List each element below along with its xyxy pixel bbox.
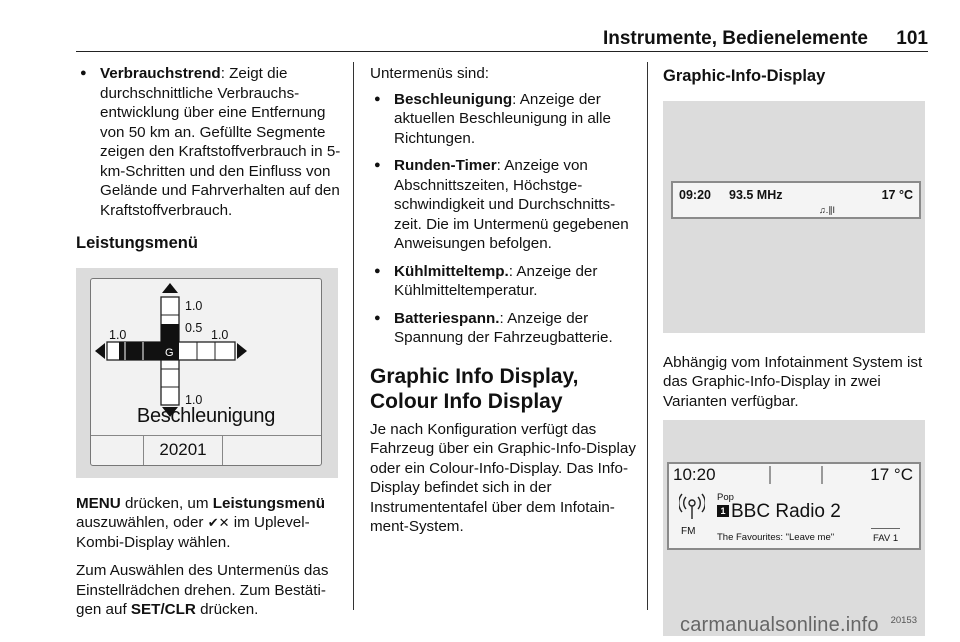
check-cross-icon: ✔✕ [207,515,230,530]
bullet-text: : Zeigt die durchschnittliche Verbrauchsentwicklung über eine Entfernung von 50 km an. Gefüllte Segmente zeigen den Kraftstoffverbrauch in 5-km-Schritten und den Einfluss von Gelände und Fahrverhalten auf den Kraftstoffverbrauch. [100,65,341,219]
display-title: Beschleunigung [136,404,276,427]
page-number: 101 [896,28,928,49]
colour-info-display-figure [663,420,925,636]
graphic-info-display-figure [663,101,925,333]
favourite-label: FAV 1 [871,528,900,549]
paragraph [76,494,342,553]
axis-label-bottom: 1.0 [185,392,203,407]
divider [821,466,823,484]
text: drücken. [195,601,259,618]
list-item [370,90,636,149]
bullet-term: Batteriespann. [394,309,500,327]
axis-label-top-1: 1.0 [185,298,203,313]
section-heading: Graphic-Info-Display [663,67,826,85]
bullet-term: Runden-Timer [394,157,497,174]
column-1 [76,64,342,629]
preset-badge: 1 [717,505,729,517]
song-info: The Favourites: "Leave me" [717,532,835,543]
text: drücken, um [120,494,213,512]
paragraph: Je nach Konfiguration verfügt das Fahrzeug über ein Graphic-Info-Display oder ein Colour-Info-Display. Das Info-Display befindet sich in der Instrumententafel über dem Infotainment-System. [370,420,636,535]
colour-info-display [667,462,921,550]
figure-code: 20201 [143,436,223,465]
bullet-term: Beschleunigung [394,90,513,108]
graphic-info-display [671,181,921,219]
display-footer [91,435,321,465]
clock: 09:20 [679,187,711,202]
acceleration-display [90,278,322,466]
center-label: G [165,346,174,359]
radio-antenna-icon [679,492,705,520]
list-item [370,309,636,348]
divider [769,466,771,484]
bullet-text: : Anzeige von Abschnittszeiten, Höchstgeschwindigkeit und Durchschnittszeit. Die im Untermenü gegebenen Anweisungen befolgen. [394,157,629,252]
section-heading: Leistungsmenü [76,234,198,252]
text: auszuwählen, oder [76,514,208,531]
axis-label-top-2: 0.5 [185,320,203,335]
station-name: BBC Radio 2 [731,501,841,522]
page-header [76,22,928,52]
station-line [717,502,841,522]
bullet-text: : Anzeige der aktuellen Beschleunigung in alle Richtungen. [394,90,612,147]
outside-temperature: 17 °C [881,187,913,202]
outside-temperature: 17 °C [870,465,913,484]
bullet-text: : Anzeige der Spannung der Fahrzeugbatterie. [394,309,613,346]
text: Zum Auswählen des Untermenüs das Einstellrädchen drehen. Zum Bestätigen auf [76,562,329,618]
genre-label: Pop [717,492,734,503]
column-divider [353,62,354,610]
list-item [370,156,636,254]
section-title: Instrumente, Bedienelemente [602,28,868,49]
bullet-term: Kühlmitteltemp. [394,262,509,280]
column-3 [663,64,929,636]
watermark: carmanualsonline.info [680,614,879,636]
signal-strength-icon: ♫.∥l [819,204,835,215]
axis-label-left: 1.0 [109,327,127,342]
paragraph: Abhängig vom Infotainment System ist das Graphic-Info-Display in zwei Varianten verfügbar. [663,353,923,410]
bullet-text: : Anzeige der Kühlmitteltemperatur. [394,262,598,299]
key-performance-menu: Leistungsmenü [212,494,325,512]
column-divider [647,62,648,610]
submenu-intro: Untermenüs sind: [370,65,490,82]
list-item [370,262,636,301]
text: im Uplevel-Kombi-Display wählen. [76,514,310,551]
g-force-cross-icon [91,279,323,419]
key-set-clr: SET/CLR [130,601,196,618]
radio-frequency: 93.5 MHz [729,187,783,202]
axis-label-right: 1.0 [211,327,229,342]
figure-code: 20153 [890,614,917,626]
column-2 [370,64,636,546]
list-item [76,64,342,220]
key-menu: MENU [76,494,121,512]
bullet-term: Verbrauchstrend [100,65,221,82]
section-heading: Graphic Info Display, Colour Info Display [370,364,579,413]
clock: 10:20 [673,465,716,484]
paragraph [76,561,342,620]
band-label: FM [681,526,696,537]
acceleration-figure [76,268,338,478]
